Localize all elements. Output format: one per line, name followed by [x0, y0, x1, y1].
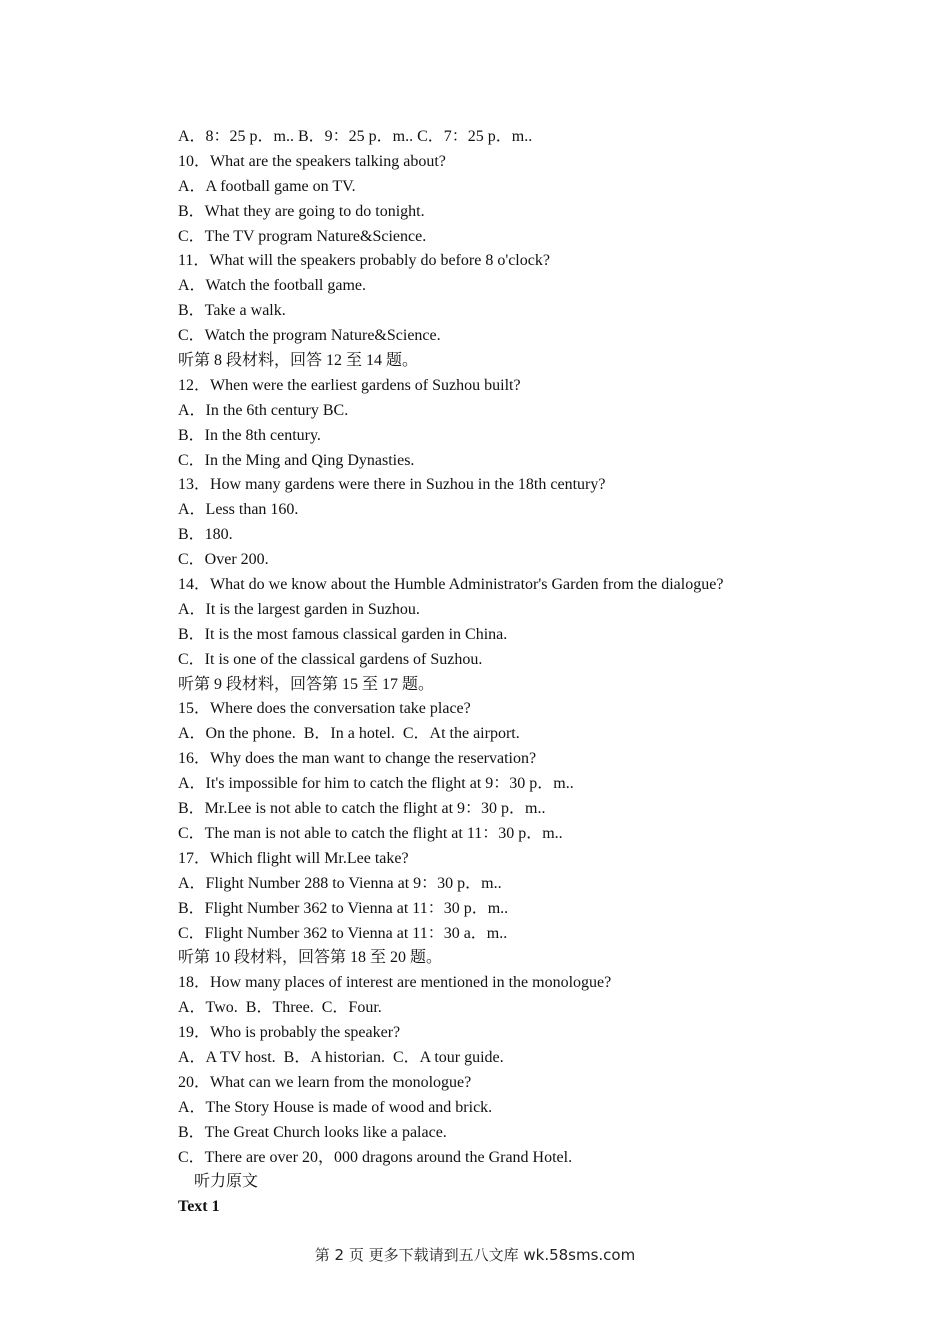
question-10: 10．What are the speakers talking about?	[178, 152, 446, 170]
option-12-b: B．In the 8th century.	[178, 426, 321, 444]
option-16-c: C．The man is not able to catch the flight at 11：30 p．m..	[178, 824, 563, 842]
question-13: 13．How many gardens were there in Suzhou in the 18th century?	[178, 476, 606, 494]
transcript-heading: 听力原文	[194, 1173, 259, 1191]
option-12-c: C．In the Ming and Qing Dynasties.	[178, 451, 415, 469]
option-17-c: C．Flight Number 362 to Vienna at 11：30 a．m..	[178, 924, 508, 942]
option-17-a: A．Flight Number 288 to Vienna at 9：30 p．m..	[178, 874, 502, 892]
section-heading-8: 听第 8 段材料，回答 12 至 14 题。	[178, 352, 419, 370]
question-14: 14．What do we know about the Humble Administrator's Garden from the dialogue?	[178, 576, 724, 594]
option-10-c: C．The TV program Nature&Science.	[178, 227, 427, 245]
question-16: 16．Why does the man want to change the reservation?	[178, 750, 537, 768]
option-13-a: A．Less than 160.	[178, 501, 299, 519]
question-11: 11．What will the speakers probably do before 8 o'clock?	[178, 252, 550, 270]
option-16-a: A．It's impossible for him to catch the flight at 9：30 p．m..	[178, 775, 574, 793]
section-heading-10: 听第 10 段材料，回答第 18 至 20 题。	[178, 949, 443, 967]
option-20-b: B．The Great Church looks like a palace.	[178, 1123, 447, 1141]
section-heading-9: 听第 9 段材料，回答第 15 至 17 题。	[178, 675, 435, 693]
question-15: 15．Where does the conversation take place?	[178, 700, 471, 718]
option-17-b: B．Flight Number 362 to Vienna at 11：30 p．m..	[178, 899, 509, 917]
option-12-a: A．In the 6th century BC.	[178, 401, 349, 419]
options-19: A．A TV host. B．A historian. C．A tour guide.	[178, 1048, 504, 1066]
option-10-a: A．A football game on TV.	[178, 177, 356, 195]
options-15: A．On the phone. B．In a hotel. C．At the airport.	[178, 725, 520, 743]
options-18: A．Two. B．Three. C．Four.	[178, 999, 382, 1017]
option-13-c: C．Over 200.	[178, 551, 269, 569]
text-1-heading: Text 1	[178, 1198, 220, 1216]
option-10-b: B．What they are going to do tonight.	[178, 202, 425, 220]
page-footer: 第 2 页 更多下载请到五八文库 wk.58sms.com	[314, 1246, 636, 1264]
option-13-b: B．180.	[178, 526, 233, 544]
option-11-c: C．Watch the program Nature&Science.	[178, 327, 441, 345]
option-16-b: B．Mr.Lee is not able to catch the flight at 9：30 p．m..	[178, 800, 546, 818]
option-11-b: B．Take a walk.	[178, 302, 286, 320]
document-body	[178, 125, 878, 1220]
option-14-b: B．It is the most famous classical garden in China.	[178, 625, 508, 643]
option-14-a: A．It is the largest garden in Suzhou.	[178, 600, 420, 618]
option-20-a: A．The Story House is made of wood and brick.	[178, 1098, 493, 1116]
options-line-9: A．8：25 p．m.. B．9：25 p．m.. C．7：25 p．m..	[178, 128, 533, 145]
question-17: 17．Which flight will Mr.Lee take?	[178, 849, 409, 867]
question-18: 18．How many places of interest are mentioned in the monologue?	[178, 974, 612, 992]
option-11-a: A．Watch the football game.	[178, 277, 366, 295]
question-20: 20．What can we learn from the monologue?	[178, 1073, 472, 1091]
question-12: 12．When were the earliest gardens of Suzhou built?	[178, 376, 521, 394]
option-20-c: C．There are over 20，000 dragons around the Grand Hotel.	[178, 1148, 573, 1166]
option-14-c: C．It is one of the classical gardens of Suzhou.	[178, 650, 483, 668]
question-19: 19．Who is probably the speaker?	[178, 1024, 401, 1042]
